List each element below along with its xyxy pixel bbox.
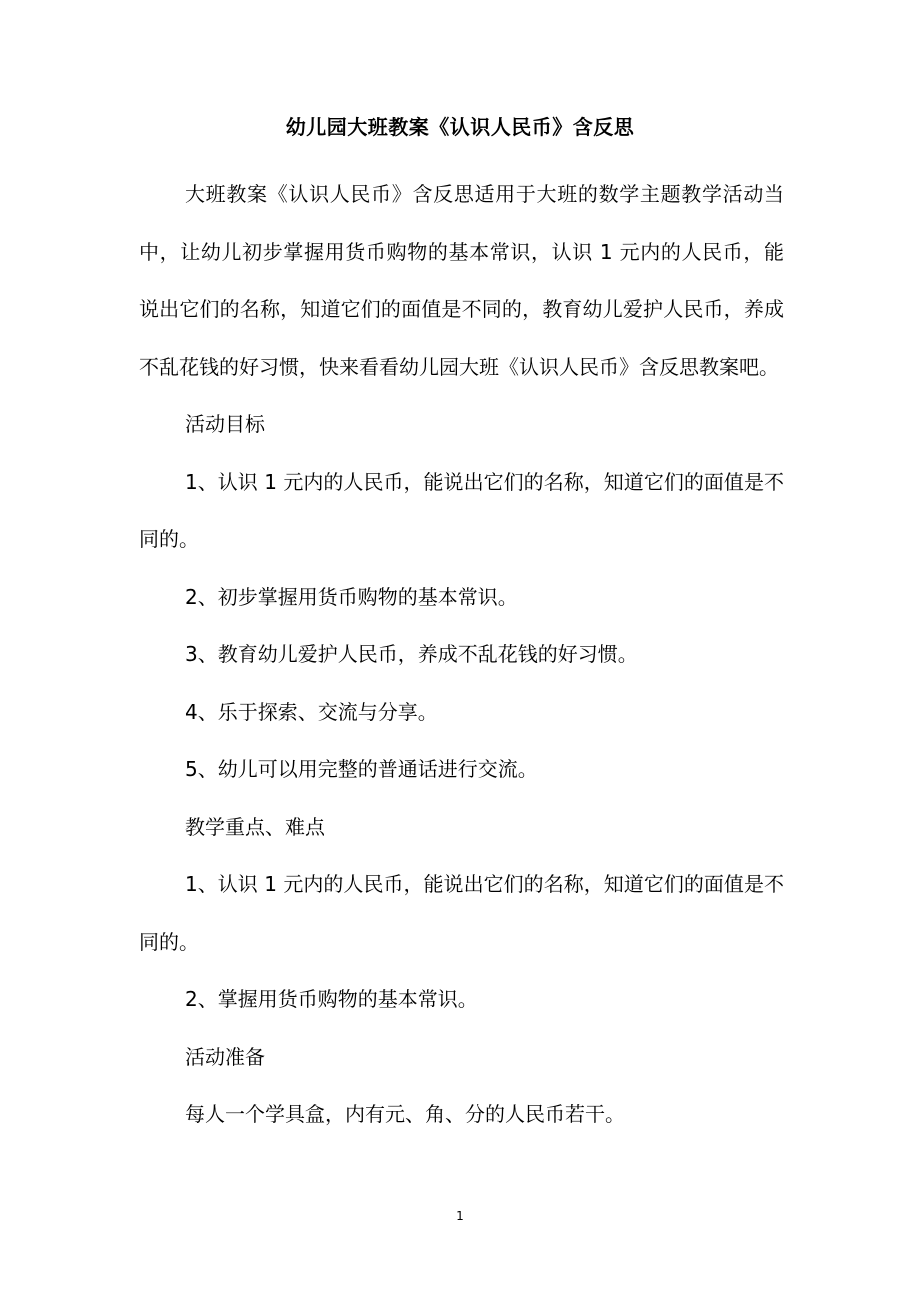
goal-item: 2、初步掌握用货币购物的基本常识。 (185, 584, 518, 609)
document-title: 幼儿园大班教案《认识人民币》含反思 (285, 115, 635, 139)
page-number: 1 (456, 1209, 464, 1223)
key-point-item: 1、认识 1 元内的人民币，能说出它们的名称，知道它们的面值是不同的。 (139, 872, 784, 954)
goal-item: 5、幼儿可以用完整的普通话进行交流。 (185, 757, 538, 781)
key-points-heading: 教学重点、难点 (185, 814, 325, 839)
goal-item: 4、乐于探索、交流与分享。 (185, 699, 438, 724)
goals-heading: 活动目标 (185, 412, 265, 436)
preparation-heading: 活动准备 (185, 1044, 265, 1069)
key-point-item: 2、掌握用货币购物的基本常识。 (185, 987, 478, 1011)
goal-item: 1、认识 1 元内的人民币，能说出它们的名称，知道它们的面值是不同的。 (139, 469, 784, 551)
goal-item: 3、教育幼儿爱护人民币，养成不乱花钱的好习惯。 (185, 642, 638, 666)
intro-paragraph: 大班教案《认识人民币》含反思适用于大班的数学主题教学活动当中，让幼儿初步掌握用货币购物的基本常识，认识 1 元内的人民币，能说出它们的名称，知道它们的面值是不同的，教育幼儿爱护人民币，养成不乱花钱的好习惯，快来看看幼儿园大班《认识人民币》含反思教案吧。 (139, 182, 784, 379)
document-body (139, 166, 784, 1144)
preparation-paragraph: 每人一个学具盒，内有元、角、分的人民币若干。 (185, 1102, 625, 1126)
